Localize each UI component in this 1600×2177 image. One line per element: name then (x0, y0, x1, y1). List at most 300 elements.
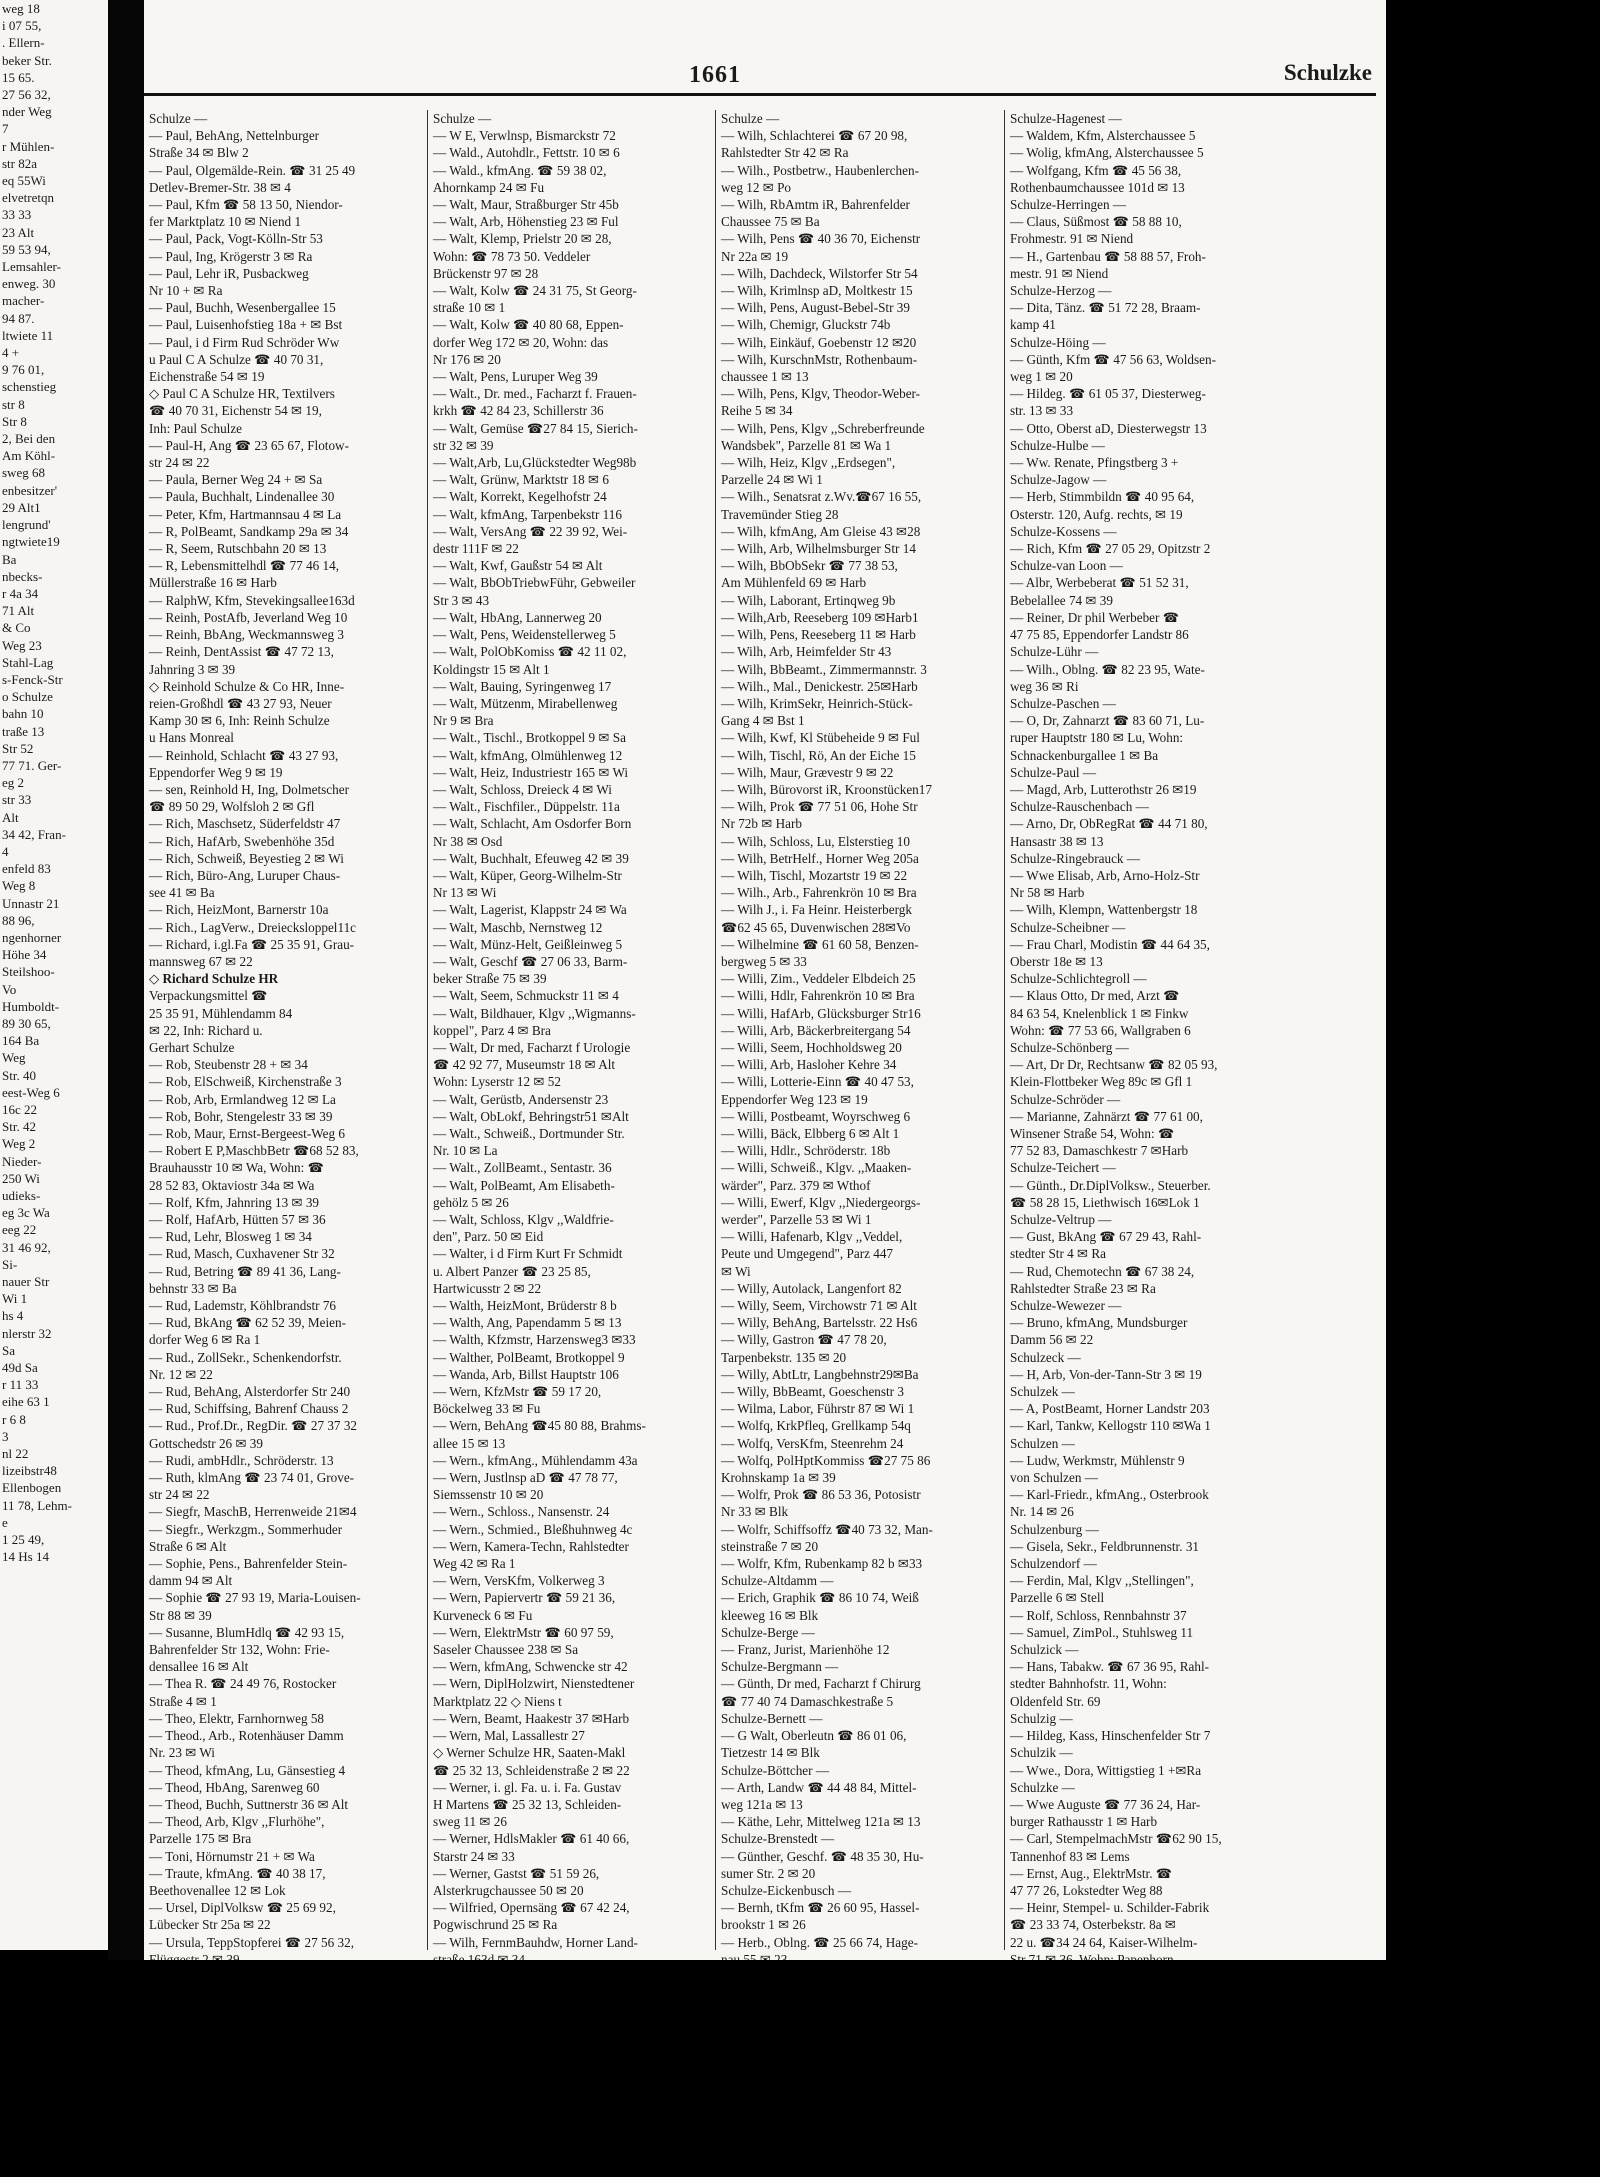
prev-page-line: Ellenbogen (2, 1480, 62, 1496)
directory-entry-line: — Rob, Maur, Ernst-Bergeest-Weg 6 (149, 1125, 345, 1141)
directory-entry-line: — Günth., Dr.DiplVolksw., Steuerber. (1010, 1177, 1211, 1193)
directory-entry-line: mannsweg 67 ✉ 22 (149, 953, 253, 969)
directory-entry-line: ◇ Reinhold Schulze & Co HR, Inne- (149, 678, 345, 694)
directory-entry-line: Nr 58 ✉ Harb (1010, 885, 1085, 901)
surname-heading: Schulzick — (1010, 1642, 1079, 1658)
directory-entry-line: reien-Großhdl ☎ 43 27 93, Neuer (149, 695, 332, 711)
directory-entry-line: 47 77 26, Lokstedter Weg 88 (1010, 1882, 1163, 1898)
directory-entry-line: mestr. 91 ✉ Niend (1010, 265, 1109, 281)
directory-entry-line: — Willy, Seem, Virchowstr 71 ✉ Alt (721, 1298, 917, 1314)
surname-heading: Schulze-Bergmann — (721, 1659, 839, 1675)
directory-entry-line: — Carl, StempelmachMstr ☎62 90 15, (1010, 1831, 1222, 1847)
column-2 (427, 110, 713, 1950)
directory-entry-line: ruper Hauptstr 180 ✉ Lu, Wohn: (1010, 730, 1184, 746)
directory-entry-line: — Frau Charl, Modistin ☎ 44 64 35, (1010, 936, 1210, 952)
directory-entry-line: — Wern, Justlnsp aD ☎ 47 78 77, (433, 1470, 618, 1486)
directory-entry-line: ☎ 40 70 31, Eichenstr 54 ✉ 19, (149, 403, 322, 419)
prev-page-line: str 33 (2, 792, 32, 808)
directory-entry-line: — Paul, Buchh, Wesenbergallee 15 (149, 300, 336, 316)
directory-entry-line: — Rich, Kfm ☎ 27 05 29, Opitzstr 2 (1010, 541, 1211, 557)
column-1 (144, 110, 429, 1950)
directory-entry-line: — Willi, Lotterie-Einn ☎ 40 47 53, (721, 1074, 914, 1090)
directory-entry-line: — Karl, Tankw, Kellogstr 110 ✉Wa 1 (1010, 1418, 1211, 1434)
surname-heading: Schulze-Bernett — (721, 1710, 823, 1726)
prev-page-line: nder Weg (2, 104, 52, 120)
directory-entry-line: — Walt, Kwf, Gaußstr 54 ✉ Alt (433, 558, 603, 574)
directory-entry-line: — Wilh., Postbetrw., Haubenlerchen- (721, 162, 919, 178)
prev-page-line: & Co (2, 620, 31, 636)
directory-entry-line: — Rud., Prof.Dr., RegDir. ☎ 27 37 32 (149, 1418, 358, 1434)
prev-page-line: eg 3c Wa (2, 1205, 50, 1221)
directory-entry-line: Pogwischrund 25 ✉ Ra (433, 1917, 558, 1933)
directory-entry-line: 47 75 85, Eppendorfer Landstr 86 (1010, 627, 1189, 643)
prev-page-line: Nieder- (2, 1153, 42, 1169)
directory-entry-line: — Walt, Gerüstb, Andersenstr 23 (433, 1091, 609, 1107)
directory-entry-line: — Walt., Fischfiler., Düppelstr. 11a (433, 799, 620, 815)
prev-page-line: elvetretqn (2, 190, 54, 206)
directory-entry-line: — Walt, Bauing, Syringenweg 17 (433, 678, 612, 694)
prev-page-line: 15 65. (2, 69, 35, 85)
directory-entry-line: — Wilh., Senatsrat z.Wv.☎67 16 55, (721, 489, 922, 505)
surname-heading: Schulze — (721, 111, 780, 126)
surname-heading: Schulze-Schlichtegroll — (1010, 971, 1147, 987)
prev-page-line: Humboldt- (2, 998, 60, 1014)
prev-page-line: eihe 63 1 (2, 1394, 50, 1410)
directory-entry-line: — Wwe Elisab, Arb, Arno-Holz-Str (1010, 867, 1200, 883)
prev-page-line: r 11 33 (2, 1377, 39, 1393)
directory-entry-line: — Reiner, Dr phil Werbeber ☎ (1010, 609, 1180, 625)
directory-entry-line: dorfer Weg 172 ✉ 20, Wohn: das (433, 334, 609, 350)
directory-entry-line: — Wilh, Dachdeck, Wilstorfer Str 54 (721, 265, 918, 281)
directory-entry-line: Nr 72b ✉ Harb (721, 816, 802, 832)
directory-entry-line: str 24 ✉ 22 (149, 455, 210, 471)
directory-entry-line: — Wilh, BbObSekr ☎ 77 38 53, (721, 558, 898, 574)
directory-entry-line: — Rich, HafArb, Swebenhöhe 35d (149, 833, 335, 849)
directory-entry-line: — Willy, Autolack, Langenfort 82 (721, 1280, 902, 1296)
directory-entry-line: — Walt, HbAng, Lannerweg 20 (433, 609, 602, 625)
prev-page-line: 3 (2, 1428, 9, 1444)
directory-entry-line: Brückenstr 97 ✉ 28 (433, 265, 539, 281)
directory-entry-line: Koldingstr 15 ✉ Alt 1 (433, 661, 550, 677)
surname-heading: Schulze-Herringen — (1010, 197, 1127, 213)
prev-page-line: str 8 (2, 396, 25, 412)
directory-entry-line: — Reinh, PostAfb, Jeverland Weg 10 (149, 609, 348, 625)
directory-entry-line: bergweg 5 ✉ 33 (721, 953, 807, 969)
surname-heading: Schulzendorf — (1010, 1556, 1097, 1572)
prev-page-line: 31 46 92, (2, 1239, 51, 1255)
directory-entry-line: Straße 6 ✉ Alt (149, 1538, 227, 1554)
directory-entry-line: u. Albert Panzer ☎ 23 25 85, (433, 1263, 591, 1279)
prev-page-line: eq 55Wi (2, 173, 46, 189)
directory-entry-line: — Wilh, Kwf, Kl Stübeheide 9 ✉ Ful (721, 730, 920, 746)
directory-entry-line: — Willi, Hdlr, Fahrenkrön 10 ✉ Bra (721, 988, 915, 1004)
prev-page-line: 16c 22 (2, 1102, 38, 1117)
directory-entry-line: Damm 56 ✉ 22 (1010, 1332, 1094, 1348)
directory-entry-line: — Wilh., Arb., Fahrenkrön 10 ✉ Bra (721, 885, 917, 901)
prev-page-line: 164 Ba (2, 1033, 40, 1049)
directory-entry-line: — Walt., Schweiß., Dortmunder Str. (433, 1125, 625, 1141)
directory-entry-line: — Werner, Gastst ☎ 51 59 26, (433, 1865, 600, 1881)
directory-entry-line: — Rud, Lehr, Blosweg 1 ✉ 34 (149, 1229, 312, 1245)
prev-page-line: nbecks- (2, 568, 43, 584)
surname-heading: von Schulzen — (1010, 1470, 1098, 1486)
directory-entry-line: — Willi, Ewerf, Klgv ,,Niedergeorgs- (721, 1194, 921, 1210)
directory-entry-line: — Wilhelmine ☎ 61 60 58, Benzen- (721, 936, 919, 952)
directory-entry-line: — Rolf, HafArb, Hütten 57 ✉ 36 (149, 1212, 326, 1227)
directory-entry-line: — Ferdin, Mal, Klgv ,,Stellingen", (1010, 1573, 1194, 1589)
prev-page-line: sweg 68 (2, 465, 45, 481)
directory-entry-line: — Gisela, Sekr., Feldbrunnenstr. 31 (1010, 1538, 1200, 1554)
prev-page-line: Stahl-Lag (2, 654, 54, 670)
directory-entry-line: Rothenbaumchaussee 101d ✉ 13 (1010, 179, 1185, 195)
directory-entry-line: weg 1 ✉ 20 (1010, 369, 1073, 385)
directory-entry-line: — Wolfq, VersKfm, Steenrehm 24 (721, 1435, 904, 1451)
prev-page-line: o Schulze (2, 689, 53, 705)
directory-entry-line: — Wilh, BetrHelf., Horner Weg 205a (721, 850, 919, 866)
directory-entry-line: Nr 33 ✉ Blk (721, 1504, 789, 1520)
directory-entry-line: gehölz 5 ✉ 26 (433, 1194, 509, 1210)
directory-entry-line: — Wilh, Schloss, Lu, Elsterstieg 10 (721, 833, 910, 849)
directory-entry-line: — Wilh., Oblng. ☎ 82 23 95, Wate- (1010, 661, 1205, 677)
directory-entry-line: — Rud, BehAng, Alsterdorfer Str 240 (149, 1384, 351, 1400)
directory-entry-line: Straße 34 ✉ Blw 2 (149, 145, 249, 161)
prev-page-line: Vo (2, 981, 17, 997)
prev-page-line: r 6 8 (2, 1411, 26, 1427)
prev-page-line: r Mühlen- (2, 138, 55, 154)
column-3 (715, 110, 1001, 1950)
directory-entry-line: krkh ☎ 42 84 23, Schillerstr 36 (433, 403, 604, 419)
directory-entry-line: Saseler Chaussee 238 ✉ Sa (433, 1642, 579, 1658)
entry-columns (144, 110, 1380, 1950)
directory-entry-line: — Hildeg. ☎ 61 05 37, Diesterweg- (1010, 386, 1206, 402)
page-number: 1661 (689, 62, 741, 88)
directory-entry-line: — W E, Verwlnsp, Bismarckstr 72 (433, 128, 616, 144)
surname-heading: Schulze-Schröder — (1010, 1091, 1121, 1107)
directory-entry-line: — Susanne, BlumHdlq ☎ 42 93 15, (149, 1624, 345, 1640)
directory-entry-line: 77 52 83, Damaschkestr 7 ✉Harb (1010, 1143, 1189, 1159)
prev-page-line: 27 56 32, (2, 87, 51, 103)
directory-entry-line: — Walt, Schlacht, Am Osdorfer Born (433, 816, 632, 832)
directory-entry-line: Parzelle 24 ✉ Wi 1 (721, 472, 823, 488)
directory-entry-line: wärder", Parz. 379 ✉ Wthof (721, 1177, 871, 1193)
directory-entry-line: — Paul, Kfm ☎ 58 13 50, Niendor- (149, 197, 343, 213)
directory-entry-line: — Paula, Berner Weg 24 + ✉ Sa (149, 472, 323, 488)
directory-entry-line: — Karl-Friedr., kfmAng., Osterbrook (1010, 1487, 1209, 1503)
prev-page-line: nlerstr 32 (2, 1325, 52, 1341)
directory-entry-line: Brauhausstr 10 ✉ Wa, Wohn: ☎ (149, 1160, 325, 1176)
surname-heading: Schulzke — (1010, 1779, 1075, 1795)
surname-heading: Schulze-Ringebrauck — (1010, 850, 1141, 866)
directory-entry-line: — Wilh, Bürovorst iR, Kroonstücken17 (721, 781, 932, 797)
directory-entry-line: Peute und Umgegend", Parz 447 (721, 1246, 894, 1262)
surname-heading: Schulze — (433, 111, 492, 126)
directory-entry-line: — Walt, VersAng ☎ 22 39 92, Wei- (433, 523, 628, 539)
prev-page-line: 7 (2, 121, 9, 137)
surname-heading: Schulze-Scheibner — (1010, 919, 1126, 935)
directory-entry-line: — Walt, Heiz, Industriestr 165 ✉ Wi (433, 764, 629, 780)
directory-entry-line: — Wolfgang, Kfm ☎ 45 56 38, (1010, 162, 1182, 178)
directory-entry-line: — Siegfr., Werkzgm., Sommerhuder (149, 1521, 343, 1537)
directory-entry-line: — Samuel, ZimPol., Stuhlsweg 11 (1010, 1624, 1194, 1640)
prev-page-line: Si- (2, 1256, 18, 1272)
directory-entry-line: — Wilh, Pens, Reeseberg 11 ✉ Harb (721, 627, 916, 643)
directory-entry-line: — Robert E P,MaschbBetr ☎68 52 83, (149, 1143, 359, 1159)
prev-page-line: schenstieg (2, 379, 57, 395)
directory-entry-line: — Rich, Maschsetz, Süderfeldstr 47 (149, 816, 341, 832)
directory-entry-line: — Rud, Lademstr, Köhlbrandstr 76 (149, 1298, 337, 1314)
directory-entry-line: Detlev-Bremer-Str. 38 ✉ 4 (149, 179, 291, 195)
prev-page-line: 94 87. (2, 310, 35, 326)
directory-entry-line: — Willy, BbBeamt, Goeschenstr 3 (721, 1384, 904, 1400)
prev-page-line: Str 52 (2, 740, 34, 756)
surname-heading: Schulzek — (1010, 1384, 1075, 1400)
directory-entry-line: — Walt, Kolw ☎ 40 80 68, Eppen- (433, 317, 624, 333)
directory-entry-line: Reihe 5 ✉ 34 (721, 403, 793, 419)
directory-entry-line: — Wilh, KurschnMstr, Rothenbaum- (721, 351, 918, 367)
directory-entry-line: — Erich, Graphik ☎ 86 10 74, Weiß (721, 1590, 919, 1606)
surname-heading: Schulze-Altdamm — (721, 1573, 834, 1589)
directory-entry-line: — Walt, Mützenm, Mirabellenweg (433, 695, 618, 711)
directory-entry-line: — Willi, Bäck, Elbberg 6 ✉ Alt 1 (721, 1125, 900, 1141)
surname-heading: Schulze-Brenstedt — (721, 1831, 835, 1847)
directory-entry-line: Nr. 10 ✉ La (433, 1143, 498, 1159)
directory-entry-line: Hartwicusstr 2 ✉ 22 (433, 1280, 542, 1296)
directory-entry-line: Nr 10 + ✉ Ra (149, 283, 223, 299)
prev-page-line: lizeibstr48 (2, 1463, 57, 1479)
directory-entry-line: — Willi, Arb, Hasloher Kehre 34 (721, 1057, 897, 1073)
directory-entry-line: — Wern., Schmied., Bleßhuhnweg 4c (433, 1521, 633, 1537)
directory-entry-line: beker Straße 75 ✉ 39 (433, 971, 547, 987)
directory-entry-line: — G Walt, Oberleutn ☎ 86 01 06, (721, 1728, 907, 1744)
surname-heading: Schulze-Eickenbusch — (721, 1882, 852, 1898)
directory-entry-line: Nr 22a ✉ 19 (721, 248, 789, 264)
directory-entry-line: — Wolfr, Kfm, Rubenkamp 82 b ✉33 (721, 1556, 923, 1572)
directory-entry-line: — Willy, BehAng, Bartelsstr. 22 Hs6 (721, 1315, 918, 1331)
directory-entry-line: — Wilh, Tischl, Mozartstr 19 ✉ 22 (721, 867, 908, 883)
directory-entry-line: — Arno, Dr, ObRegRat ☎ 44 71 80, (1010, 816, 1208, 832)
prev-page-line: 1 25 49, (2, 1532, 45, 1548)
prev-page-line: 88 96, (2, 912, 35, 928)
directory-entry-line: Parzelle 175 ✉ Bra (149, 1831, 252, 1847)
directory-entry-line: — Dita, Tänz. ☎ 51 72 28, Braam- (1010, 300, 1201, 316)
prev-page-line: 14 Hs 14 (2, 1549, 49, 1565)
surname-heading: Schulzen — (1010, 1435, 1075, 1451)
surname-heading: Schulze-Jagow — (1010, 472, 1107, 488)
prev-page-line: 4 (2, 843, 9, 859)
directory-entry-line: — Rich, Büro-Ang, Luruper Chaus- (149, 867, 341, 883)
prev-page-line: Höhe 34 (2, 947, 47, 963)
directory-entry-line: — Theod, Arb, Klgv ,,Flurhöhe", (149, 1814, 325, 1830)
directory-entry-line: — Wilh,Arb, Reeseberg 109 ✉Harb1 (721, 609, 919, 625)
directory-entry-line: Bebelallee 74 ✉ 39 (1010, 592, 1113, 608)
prev-page-line: e (2, 1514, 8, 1530)
directory-entry-line: Kurveneck 6 ✉ Fu (433, 1607, 533, 1623)
directory-entry-line: Müllerstraße 16 ✉ Harb (149, 575, 277, 591)
surname-heading: Schulze-Kossens — (1010, 523, 1117, 539)
prev-page-line: eest-Weg 6 (2, 1084, 60, 1100)
directory-entry-line: — Wern, BehAng ☎45 80 88, Brahms- (433, 1418, 646, 1434)
directory-entry-line: — Paul, Olgemälde-Rein. ☎ 31 25 49 (149, 162, 356, 178)
directory-entry-line: — H, Arb, Von-der-Tann-Str 3 ✉ 19 (1010, 1366, 1202, 1382)
surname-heading: Schulze-Höing — (1010, 334, 1106, 350)
directory-entry-line: — Richard, i.gl.Fa ☎ 25 35 91, Grau- (149, 936, 355, 952)
directory-entry-line: — Walt, Arb, Höhenstieg 23 ✉ Ful (433, 214, 619, 230)
directory-entry-line: — Wilfried, Opernsäng ☎ 67 42 24, (433, 1900, 630, 1916)
directory-entry-line: — Walt, Korrekt, Kegelhofstr 24 (433, 489, 607, 505)
directory-entry-line: — Walt, kfmAng, Tarpenbekstr 116 (433, 506, 622, 522)
directory-entry-line: — Rolf, Kfm, Jahnring 13 ✉ 39 (149, 1194, 320, 1210)
directory-entry-line: Nr 38 ✉ Osd (433, 833, 503, 849)
directory-entry-line: — Rud, Betring ☎ 89 41 36, Lang- (149, 1263, 341, 1279)
directory-entry-line: ☎62 45 65, Duvenwischen 28✉Vo (721, 919, 911, 935)
prev-page-line: hs 4 (2, 1308, 24, 1324)
directory-entry-line: — Günther, Geschf. ☎ 48 35 30, Hu- (721, 1848, 924, 1864)
directory-entry-line: — Reinh, BbAng, Weckmannsweg 3 (149, 627, 345, 643)
directory-entry-line: — Hildeg, Kass, Hinschenfelder Str 7 (1010, 1728, 1211, 1744)
directory-entry-line: — Walt., Tischl., Brotkoppel 9 ✉ Sa (433, 730, 626, 746)
prev-page-line: 77 71. Ger- (2, 757, 62, 773)
directory-entry-line: — Günth, Dr med, Facharzt f Chirurg (721, 1676, 921, 1692)
directory-entry-line: — Reinh, DentAssist ☎ 47 72 13, (149, 644, 334, 660)
prev-page-line: 33 33 (2, 207, 32, 223)
directory-entry-line: — Walt, Klemp, Prielstr 20 ✉ 28, (433, 231, 612, 247)
directory-entry-line: steinstraße 7 ✉ 20 (721, 1538, 819, 1554)
surname-heading: Schulzig — (1010, 1710, 1073, 1726)
directory-entry-line: — Wilma, Labor, Führstr 87 ✉ Wi 1 (721, 1401, 915, 1417)
directory-entry-line: — Wern, ElektrMstr ☎ 60 97 59, (433, 1624, 614, 1640)
directory-entry-line: Winsener Straße 54, Wohn: ☎ (1010, 1125, 1175, 1141)
directory-entry-line: — Wern, DiplHolzwirt, Nienstedtener (433, 1676, 635, 1692)
directory-entry-line: str 32 ✉ 39 (433, 437, 494, 453)
directory-entry-line: — Ludw, Werkmstr, Mühlenstr 9 (1010, 1452, 1185, 1468)
directory-entry-line: — Rud, BkAng ☎ 62 52 39, Meien- (149, 1315, 347, 1331)
directory-entry-line: — Wern., kfmAng., Mühlendamm 43a (433, 1452, 638, 1468)
directory-entry-line: — Paul, Luisenhofstieg 18a + ✉ Bst (149, 317, 343, 333)
directory-entry-line: — RalphW, Kfm, Stevekingsallee163d (149, 592, 355, 608)
directory-entry-line: Parzelle 6 ✉ Stell (1010, 1590, 1105, 1606)
directory-entry-line: Nr 13 ✉ Wi (433, 885, 497, 901)
surname-heading: Schulze-Lühr — (1010, 644, 1099, 660)
directory-entry-line: — Willy, Gastron ☎ 47 78 20, (721, 1332, 887, 1348)
directory-entry-line: — Walt,Arb, Lu,Glückstedter Weg98b (433, 455, 637, 471)
prev-page-line: enweg. 30 (2, 276, 56, 292)
directory-entry-line: — Wilh, Klempn, Wattenbergstr 18 (1010, 902, 1198, 918)
directory-entry-line: — Walt, Schloss, Dreieck 4 ✉ Wi (433, 781, 612, 797)
directory-entry-line: — Paul, Pack, Vogt-Kölln-Str 53 (149, 231, 323, 247)
surname-heading: Schulzik — (1010, 1745, 1073, 1761)
directory-entry-line: Wohn: ☎ 78 73 50. Veddeler (433, 248, 591, 264)
directory-entry-line: — Willi, HafArb, Glücksburger Str16 (721, 1005, 921, 1021)
directory-entry-line: weg 36 ✉ Ri (1010, 678, 1079, 694)
directory-entry-line: — Walt, Gemüse ☎27 84 15, Sierich- (433, 420, 638, 436)
directory-entry-line: — Magd, Arb, Lutterothstr 26 ✉19 (1010, 781, 1197, 797)
directory-entry-line: — Walt, Münz-Helt, Geißleinweg 5 (433, 936, 623, 952)
directory-entry-line: u Paul C A Schulze ☎ 40 70 31, (149, 351, 324, 367)
prev-page-line: nauer Str (2, 1274, 50, 1290)
directory-entry-line: — Marianne, Zahnärzt ☎ 77 61 00, (1010, 1108, 1203, 1124)
directory-entry-line: ☎ 23 33 74, Osterbekstr. 8a ✉ (1010, 1917, 1176, 1933)
directory-entry-line: — Art, Dr Dr, Rechtsanw ☎ 82 05 93, (1010, 1057, 1218, 1073)
directory-entry-line: — Rob, Arb, Ermlandweg 12 ✉ La (149, 1091, 336, 1107)
directory-entry-line: Starstr 24 ✉ 33 (433, 1848, 515, 1864)
directory-entry-line: u Hans Monreal (149, 730, 234, 746)
surname-heading: Schulze-Schönberg — (1010, 1039, 1129, 1055)
surname-heading: Schulze-Hagenest — (1010, 111, 1122, 126)
directory-entry-line: Weg 42 ✉ Ra 1 (433, 1556, 516, 1572)
directory-entry-line: — sen, Reinhold H, Ing, Dolmetscher (149, 781, 349, 797)
directory-entry-line: Am Mühlenfeld 69 ✉ Harb (721, 575, 867, 591)
directory-entry-line: Beethovenallee 12 ✉ Lok (149, 1882, 286, 1898)
directory-entry-line: — Walt, Grünw, Marktstr 18 ✉ 6 (433, 472, 609, 488)
directory-entry-line: — Wilh, Heiz, Klgv ,,Erdsegen", (721, 455, 896, 471)
directory-entry-line: — Walt, ObLokf, Behringstr51 ✉Alt (433, 1108, 629, 1124)
prev-page-line: eg 2 (2, 775, 25, 791)
directory-entry-line: — Wolfr, Prok ☎ 86 53 36, Potosistr (721, 1487, 921, 1503)
directory-entry-line: — Walth, Ang, Papendamm 5 ✉ 13 (433, 1315, 622, 1331)
directory-page (144, 0, 1386, 1960)
prev-page-line: 71 Alt (2, 603, 35, 619)
directory-entry-line: — Wilh, BbBeamt., Zimmermannstr. 3 (721, 661, 927, 677)
directory-entry-line: — Willi, Postbeamt, Woyrschweg 6 (721, 1108, 911, 1124)
prev-page-line: 49d Sa (2, 1360, 38, 1376)
directory-entry-line: Alsterkrugchaussee 50 ✉ 20 (433, 1882, 584, 1898)
surname-heading: Schulze-Herzog — (1010, 283, 1112, 299)
directory-entry-line: ◇ Paul C A Schulze HR, Textilvers (149, 386, 335, 402)
prev-page-line: . Ellern- (2, 35, 45, 51)
directory-entry-line: — Walt, Maschb, Nernstweg 12 (433, 919, 603, 935)
prev-page-line: Weg 23 (2, 637, 42, 653)
directory-entry-line: Marktplatz 22 ◇ Niens t (433, 1693, 562, 1709)
directory-entry-line: brookstr 1 ✉ 26 (721, 1917, 806, 1933)
directory-entry-line: — Wilh, Prok ☎ 77 51 06, Hohe Str (721, 799, 918, 815)
directory-entry-line: — Walt., ZollBeamt., Sentastr. 36 (433, 1160, 612, 1176)
directory-entry-line: — Willy, AbtLtr, Langbehnstr29✉Ba (721, 1366, 919, 1382)
directory-entry-line: — Rud., ZollSekr., Schenkendorfstr. (149, 1349, 342, 1365)
directory-entry-line: behnstr 33 ✉ Ba (149, 1280, 237, 1296)
prev-page-line: Sa (2, 1342, 15, 1358)
directory-entry-line: — Theo, Elektr, Farnhornweg 58 (149, 1710, 325, 1726)
directory-entry-line: — Bernh, tKfm ☎ 26 60 95, Hassel- (721, 1900, 920, 1916)
running-head: Schulzke (1283, 60, 1372, 85)
directory-entry-line: — Theod, kfmAng, Lu, Gänsestieg 4 (149, 1762, 346, 1778)
directory-entry-line: — Wilh, Krimlnsp aD, Moltkestr 15 (721, 283, 913, 299)
directory-entry-line: str. 13 ✉ 33 (1010, 403, 1074, 419)
directory-entry-line: ☎ 25 32 13, Schleidenstraße 2 ✉ 22 (433, 1762, 630, 1778)
directory-entry-line: — Ursel, DiplVolksw ☎ 25 69 92, (149, 1900, 336, 1916)
prev-page-line: beker Str. (2, 52, 52, 68)
prev-page-line: Weg (2, 1050, 26, 1066)
directory-entry-line: ☎ 42 92 77, Museumstr 18 ✉ Alt (433, 1057, 616, 1073)
surname-heading: Schulzenburg — (1010, 1521, 1099, 1537)
prev-page-line: weg 18 (2, 1, 40, 16)
directory-entry-line: Verpackungsmittel ☎ (149, 988, 268, 1004)
directory-entry-line: — Bruno, kfmAng, Mundsburger (1010, 1315, 1188, 1331)
prev-page-line: eeg 22 (2, 1222, 37, 1238)
directory-entry-line: straße 10 ✉ 1 (433, 300, 506, 316)
directory-entry-line: — Werner, i. gl. Fa. u. i. Fa. Gustav (433, 1779, 622, 1795)
directory-entry-line: allee 15 ✉ 13 (433, 1435, 506, 1451)
directory-entry-line: — Walt, Pens, Weidenstellerweg 5 (433, 627, 616, 643)
directory-entry-line: Wohn: Lyserstr 12 ✉ 52 (433, 1074, 561, 1090)
directory-entry-line: ◇ Werner Schulze HR, Saaten-Makl (433, 1745, 626, 1761)
prev-page-line: Weg 8 (2, 878, 36, 894)
directory-entry-line: — Wilh, Schlachterei ☎ 67 20 98, (721, 128, 908, 144)
directory-entry-line: Osterstr. 120, Aufg. rechts, ✉ 19 (1010, 506, 1183, 522)
directory-entry-line: burger Rathausstr 1 ✉ Harb (1010, 1814, 1158, 1830)
directory-entry-line: Jahnring 3 ✉ 39 (149, 661, 236, 677)
directory-entry-line: — Rud, Schiffsing, Bahrenf Chauss 2 (149, 1401, 349, 1417)
directory-entry-line: kleeweg 16 ✉ Blk (721, 1607, 819, 1623)
